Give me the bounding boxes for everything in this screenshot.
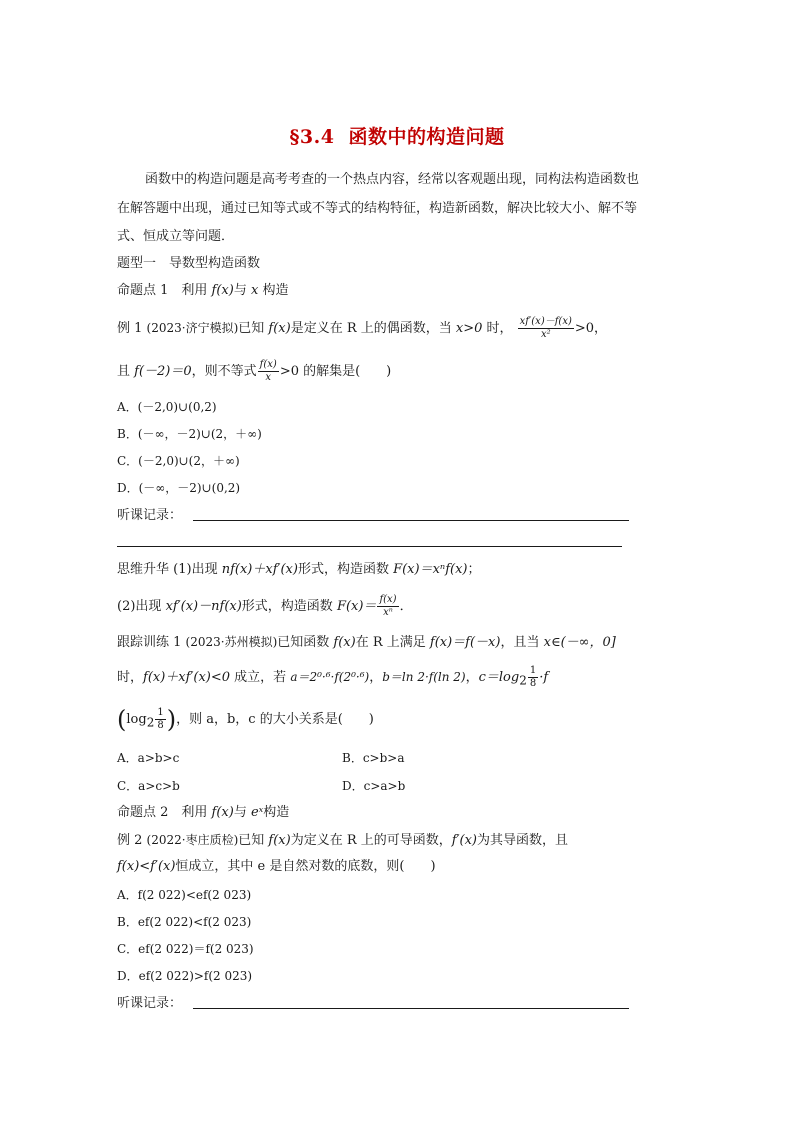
example-1-option-a: A．(－2,0)∪(0,2) <box>117 400 217 414</box>
thinking-l2-a: (2)出现 <box>117 599 166 614</box>
thinking-label: 思维升华 <box>117 562 170 577</box>
thinking-l1-d: F(x)＝xⁿf(x) <box>393 562 468 577</box>
right-paren: ) <box>166 705 177 734</box>
p1-frac2-num: 1 <box>157 707 164 718</box>
point2-prefix: 命题点 2 利用 <box>117 805 212 820</box>
intro-line-1: 函数中的构造问题是高考考查的一个热点内容，经常以客观题出现，同构法构造函数也 <box>145 172 640 187</box>
p1-l1-e: ，且当 <box>500 635 544 650</box>
p1-l1-d: f(x)＝f(－x) <box>429 635 501 650</box>
p1-l2-b: f(x)＋xf′(x)<0 <box>143 670 231 685</box>
ex1-l2-b: f(－2)＝0 <box>134 364 192 379</box>
ex1-text-d: x>0 <box>455 321 483 336</box>
practice-1-option-b: B．c>b>a <box>342 751 405 765</box>
ex1-frac2-den: x <box>265 372 272 383</box>
example-1-fraction <box>518 316 574 341</box>
ex1-text-a: 已知 <box>238 321 269 336</box>
example-2-option-b: B．ef(2 022)<f(2 023) <box>117 915 252 929</box>
point2-mid: 与 <box>233 805 251 820</box>
ex2-l1-e: 为其导函数，且 <box>477 833 569 848</box>
ex1-text-c: 是定义在 R 上的偶函数，当 <box>290 321 456 336</box>
example-2-source: (2022·枣庄质检) <box>146 833 239 847</box>
p1-l2-e: ， <box>369 670 383 685</box>
thinking-l1-c: 形式，构造函数 <box>297 562 394 577</box>
ex2-l1-c: 为定义在 R 上的可导函数， <box>290 833 452 848</box>
thinking-frac-num: f(x) <box>379 594 397 605</box>
ex1-after-frac: >0， <box>574 321 608 336</box>
ex1-text-b: f(x) <box>268 321 291 336</box>
ex1-l2-a: 且 <box>117 364 135 379</box>
practice-1-fraction-2 <box>155 707 165 732</box>
thinking-fraction <box>377 594 398 619</box>
example-2-option-c: C．ef(2 022)＝f(2 023) <box>117 942 254 956</box>
practice-1-source: (2023·苏州模拟) <box>185 635 278 649</box>
p1-l1-a: 已知函数 <box>277 635 334 650</box>
left-paren: ( <box>117 705 127 734</box>
practice-1-option-c: C．a>c>b <box>117 779 180 793</box>
p1-l1-b: f(x) <box>333 635 356 650</box>
practice-1-line-2 <box>117 665 548 691</box>
intro-line-3: 式、恒成立等问题． <box>117 229 235 244</box>
p1-l2-a: 时， <box>117 670 144 685</box>
point1-fx: f(x) <box>211 283 234 298</box>
p1-frac-num: 1 <box>529 665 537 676</box>
intro-line-2: 在解答题中出现，通过已知等式或不等式的结构特征，构造新函数，解决比较大小、解不等 <box>117 201 638 216</box>
notes-label-1: 听课记录： <box>117 508 183 523</box>
practice-1-line-3 <box>117 707 374 733</box>
p1-l2-sub: 2 <box>519 673 527 688</box>
ex1-l2-c: ，则不等式 <box>191 364 257 379</box>
notes-line-3 <box>193 1008 629 1009</box>
practice-1-line-1 <box>117 632 616 653</box>
thinking-l2-e: ． <box>399 599 413 614</box>
notes-label-2: 听课记录： <box>117 996 183 1011</box>
page-title <box>0 122 794 149</box>
example-2-label: 例 2 <box>117 833 143 848</box>
thinking-line-2 <box>117 594 413 619</box>
ex1-frac-num: xf′(x)－f(x) <box>519 316 572 327</box>
example-1-label: 例 1 <box>117 321 143 336</box>
example-1-option-d: D．(－∞，－2)∪(0,2) <box>117 481 241 495</box>
p1-l2-h: c＝log <box>478 670 520 685</box>
ex2-l1-b: f(x) <box>268 833 291 848</box>
thinking-l2-d: F(x)＝ <box>336 599 377 614</box>
ex1-l2-d: >0 的解集是( ) <box>279 364 392 379</box>
p1-l1-c: 在 R 上满足 <box>355 635 430 650</box>
p1-l3-log: log <box>126 712 147 727</box>
p1-frac2-den: 8 <box>157 720 164 731</box>
p1-l2-f: b＝ln 2·f(ln 2) <box>382 670 466 684</box>
practice-1-option-d: D．c>a>b <box>342 779 406 793</box>
sub-point-1 <box>117 281 288 301</box>
thinking-l2-b: xf′(x)－nf(x) <box>165 599 242 614</box>
p1-frac-den: 8 <box>529 678 537 689</box>
example-2-option-a: A．f(2 022)<ef(2 023) <box>117 888 252 902</box>
point1-x: x <box>250 283 259 298</box>
point1-prefix: 命题点 1 利用 <box>117 283 212 298</box>
example-2-line-2 <box>117 857 436 877</box>
section-number: §3.4 <box>289 126 335 148</box>
point2-fx: f(x) <box>211 805 234 820</box>
p1-l1-f: x∈(－∞，0] <box>543 635 616 650</box>
ex1-text-e: 时， <box>482 321 513 336</box>
example-1-line-1 <box>117 316 607 341</box>
example-1-option-c: C．(－2,0)∪(2，＋∞) <box>117 454 240 468</box>
thinking-l1-e: ； <box>467 562 481 577</box>
practice-1-fraction <box>528 665 538 690</box>
thinking-line-1 <box>117 560 481 580</box>
point1-suffix: 构造 <box>258 283 289 298</box>
example-1-source: (2023·济宁模拟) <box>146 321 239 335</box>
ex2-l1-a: 已知 <box>238 833 269 848</box>
sub-point-2 <box>117 803 289 823</box>
p1-l2-d: a＝2⁰·⁶·f(2⁰·⁶) <box>290 670 370 684</box>
section-name: 函数中的构造问题 <box>348 126 505 148</box>
ex2-l2-b: 恒成立，其中 e 是自然对数的底数，则( ) <box>175 859 436 874</box>
practice-1-option-a: A．a>b>c <box>117 751 180 765</box>
thinking-l2-c: 形式，构造函数 <box>241 599 337 614</box>
ex2-l1-d: f′(x) <box>451 833 478 848</box>
thinking-l1-a: (1)出现 <box>173 562 222 577</box>
notes-line-1 <box>193 520 629 521</box>
p1-l2-g: ， <box>465 670 479 685</box>
ex1-frac2-num: f(x) <box>259 359 277 370</box>
ex1-frac-den: x² <box>540 329 551 340</box>
thinking-frac-den: xⁿ <box>383 607 393 618</box>
p1-l3-sub: 2 <box>146 715 155 730</box>
example-1-line-2 <box>117 359 391 384</box>
question-type-heading: 题型一 导数型构造函数 <box>117 256 261 271</box>
point2-ex: eˣ <box>250 805 264 820</box>
p1-l2-c: 成立，若 <box>230 670 291 685</box>
point2-suffix: 构造 <box>263 805 290 820</box>
p1-l3-rest: ，则 a，b，c 的大小关系是( ) <box>176 712 374 727</box>
ex2-l2-a: f(x)<f′(x) <box>117 859 176 874</box>
p1-l2-i: ·f <box>539 670 549 685</box>
example-2-line-1 <box>117 830 568 851</box>
example-2-option-d: D．ef(2 022)>f(2 023) <box>117 969 253 983</box>
example-1-fraction-2 <box>258 359 279 384</box>
practice-1-label: 跟踪训练 1 <box>117 635 182 650</box>
example-1-option-b: B．(－∞，－2)∪(2，＋∞) <box>117 427 262 441</box>
notes-line-2 <box>117 546 622 547</box>
thinking-l1-b: nf(x)＋xf′(x) <box>221 562 298 577</box>
point1-mid: 与 <box>233 283 251 298</box>
